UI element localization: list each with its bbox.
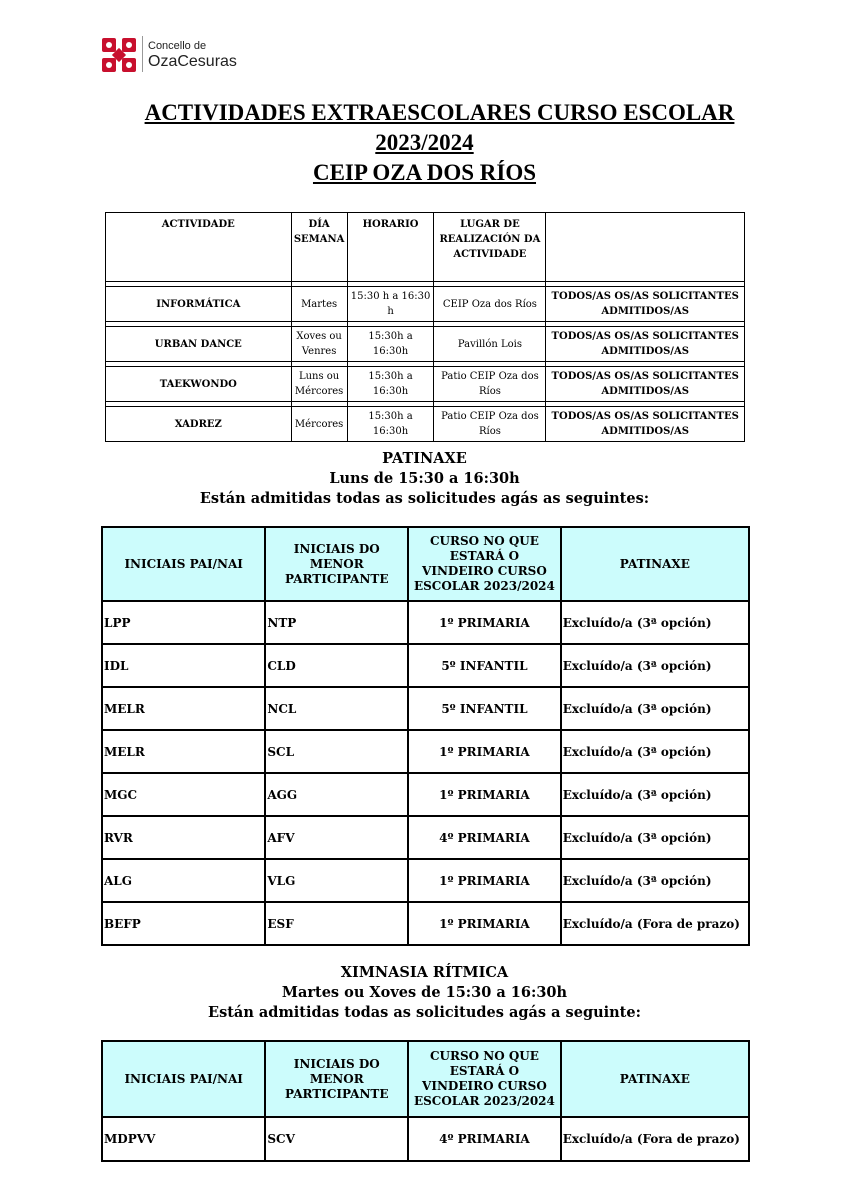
result: Excluído/a (Fora de prazo) bbox=[561, 902, 749, 945]
activity-name: URBAN DANCE bbox=[106, 327, 292, 362]
child-initials: SCL bbox=[265, 730, 408, 773]
parent-initials: MGC bbox=[102, 773, 265, 816]
parent-initials: BEFP bbox=[102, 902, 265, 945]
header-course: CURSO NO QUE ESTARÁ O VINDEIRO CURSO ESCOLAR 2023/2024 bbox=[408, 527, 561, 601]
activity-day: Mércores bbox=[291, 407, 347, 442]
result: Excluído/a (3ª opción) bbox=[561, 859, 749, 902]
activity-place: Patio CEIP Oza dos Ríos bbox=[434, 367, 546, 402]
activity-status: TODOS/AS OS/AS SOLICITANTES ADMITIDOS/AS bbox=[546, 327, 745, 362]
child-initials: AFV bbox=[265, 816, 408, 859]
course: 1º PRIMARIA bbox=[408, 773, 561, 816]
result: Excluído/a (3ª opción) bbox=[561, 687, 749, 730]
activity-status: TODOS/AS OS/AS SOLICITANTES ADMITIDOS/AS bbox=[546, 287, 745, 322]
child-initials: AGG bbox=[265, 773, 408, 816]
header-parent: INICIAIS PAI/NAI bbox=[102, 527, 265, 601]
ximnasia-table bbox=[101, 1040, 750, 1162]
document-year: 2023/2024 bbox=[375, 130, 474, 155]
result: Excluído/a (3ª opción) bbox=[561, 730, 749, 773]
header-day: DÍA SEMANA bbox=[291, 213, 347, 282]
child-initials: SCV bbox=[265, 1117, 408, 1161]
document-title: ACTIVIDADES EXTRAESCOLARES CURSO ESCOLAR bbox=[144, 100, 735, 125]
activity-name: XADREZ bbox=[106, 407, 292, 442]
result: Excluído/a (3ª opción) bbox=[561, 773, 749, 816]
result: Excluído/a (3ª opción) bbox=[561, 644, 749, 687]
course: 5º INFANTIL bbox=[408, 644, 561, 687]
header-status bbox=[546, 213, 745, 282]
header-place: LUGAR DE REALIZACIÓN DA ACTIVIDADE bbox=[434, 213, 546, 282]
result: Excluído/a (Fora de prazo) bbox=[561, 1117, 749, 1161]
activity-place: CEIP Oza dos Ríos bbox=[434, 287, 546, 322]
child-initials: NTP bbox=[265, 601, 408, 644]
activity-time: 15:30h a 16:30h bbox=[347, 327, 434, 362]
activities-table bbox=[105, 212, 745, 442]
table-row bbox=[102, 773, 749, 816]
patinaxe-note: Están admitidas todas as solicitudes agás as seguintes: bbox=[199, 490, 650, 507]
parent-initials: ALG bbox=[102, 859, 265, 902]
header-course: CURSO NO QUE ESTARÁ O VINDEIRO CURSO ESCOLAR 2023/2024 bbox=[408, 1041, 561, 1117]
activity-place: Pavillón Lois bbox=[434, 327, 546, 362]
patinaxe-title: PATINAXE bbox=[382, 450, 467, 467]
activity-row bbox=[106, 327, 745, 362]
activity-day: Luns ou Mércores bbox=[291, 367, 347, 402]
parent-initials: RVR bbox=[102, 816, 265, 859]
header-result: PATINAXE bbox=[561, 527, 749, 601]
activity-row bbox=[106, 407, 745, 442]
child-initials: VLG bbox=[265, 859, 408, 902]
table-row bbox=[102, 1117, 749, 1161]
course: 1º PRIMARIA bbox=[408, 601, 561, 644]
parent-initials: MELR bbox=[102, 687, 265, 730]
patinaxe-table bbox=[101, 526, 750, 946]
result: Excluído/a (3ª opción) bbox=[561, 601, 749, 644]
child-initials: NCL bbox=[265, 687, 408, 730]
patinaxe-header-row bbox=[102, 527, 749, 601]
table-row bbox=[102, 687, 749, 730]
concello-emblem-icon bbox=[100, 36, 138, 74]
activity-time: 15:30h a 16:30h bbox=[347, 367, 434, 402]
logo bbox=[100, 34, 240, 74]
patinaxe-schedule: Luns de 15:30 a 16:30h bbox=[329, 470, 520, 487]
table-row bbox=[102, 601, 749, 644]
child-initials: ESF bbox=[265, 902, 408, 945]
activity-status: TODOS/AS OS/AS SOLICITANTES ADMITIDOS/AS bbox=[546, 407, 745, 442]
header-child: INICIAIS DO MENOR PARTICIPANTE bbox=[265, 527, 408, 601]
header-child: INICIAIS DO MENOR PARTICIPANTE bbox=[265, 1041, 408, 1117]
header-activity: ACTIVIDADE bbox=[106, 213, 292, 282]
course: 1º PRIMARIA bbox=[408, 902, 561, 945]
header-time: HORARIO bbox=[347, 213, 434, 282]
parent-initials: IDL bbox=[102, 644, 265, 687]
activity-day: Xoves ou Venres bbox=[291, 327, 347, 362]
parent-initials: MELR bbox=[102, 730, 265, 773]
school-name: CEIP OZA DOS RÍOS bbox=[312, 160, 537, 185]
logo-line2: OzaCesuras bbox=[148, 53, 237, 70]
logo-divider bbox=[142, 36, 143, 72]
table-row bbox=[102, 644, 749, 687]
activities-header-row bbox=[106, 213, 745, 282]
activity-name: INFORMÁTICA bbox=[106, 287, 292, 322]
parent-initials: MDPVV bbox=[102, 1117, 265, 1161]
header-result: PATINAXE bbox=[561, 1041, 749, 1117]
activity-status: TODOS/AS OS/AS SOLICITANTES ADMITIDOS/AS bbox=[546, 367, 745, 402]
activity-row bbox=[106, 287, 745, 322]
course: 1º PRIMARIA bbox=[408, 730, 561, 773]
activity-name: TAEKWONDO bbox=[106, 367, 292, 402]
parent-initials: LPP bbox=[102, 601, 265, 644]
course: 5º INFANTIL bbox=[408, 687, 561, 730]
activity-place: Patio CEIP Oza dos Ríos bbox=[434, 407, 546, 442]
course: 4º PRIMARIA bbox=[408, 1117, 561, 1161]
ximnasia-title: XIMNASIA RÍTMICA bbox=[340, 964, 509, 981]
activity-time: 15:30 h a 16:30 h bbox=[347, 287, 434, 322]
result: Excluído/a (3ª opción) bbox=[561, 816, 749, 859]
table-row bbox=[102, 902, 749, 945]
activity-day: Martes bbox=[291, 287, 347, 322]
ximnasia-note: Están admitidas todas as solicitudes agás a seguinte: bbox=[208, 1004, 641, 1021]
activity-time: 15:30h a 16:30h bbox=[347, 407, 434, 442]
header-parent: INICIAIS PAI/NAI bbox=[102, 1041, 265, 1117]
course: 4º PRIMARIA bbox=[408, 816, 561, 859]
table-row bbox=[102, 816, 749, 859]
activity-row bbox=[106, 367, 745, 402]
course: 1º PRIMARIA bbox=[408, 859, 561, 902]
ximnasia-schedule: Martes ou Xoves de 15:30 a 16:30h bbox=[281, 984, 568, 1001]
ximnasia-header-row bbox=[102, 1041, 749, 1117]
logo-line1: Concello de bbox=[148, 40, 207, 52]
table-row bbox=[102, 730, 749, 773]
table-row bbox=[102, 859, 749, 902]
child-initials: CLD bbox=[265, 644, 408, 687]
